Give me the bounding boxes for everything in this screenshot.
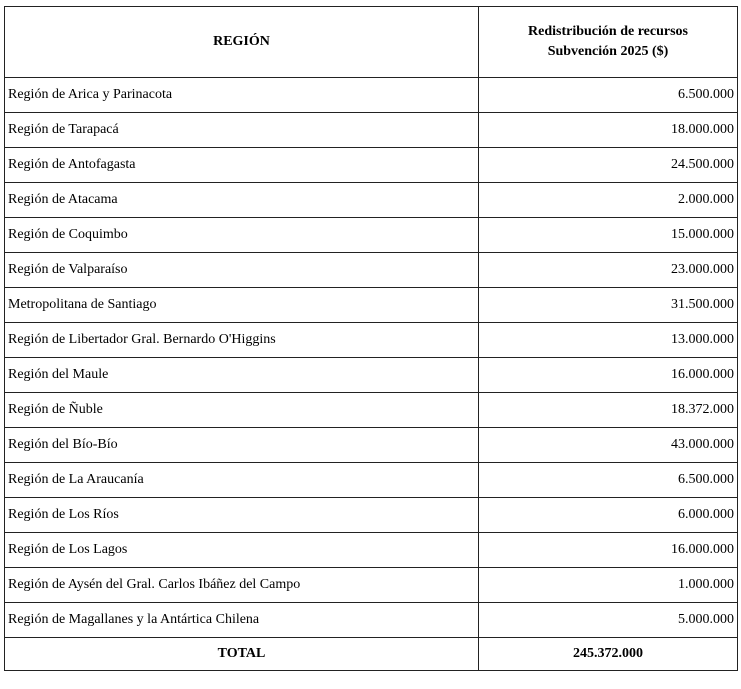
region-cell: Metropolitana de Santiago — [5, 288, 479, 323]
region-cell: Región de La Araucanía — [5, 463, 479, 498]
table-row — [5, 428, 738, 463]
region-cell: Región de Magallanes y la Antártica Chilena — [5, 603, 479, 638]
table-row — [5, 463, 738, 498]
table-row — [5, 533, 738, 568]
amount-cell: 2.000.000 — [479, 183, 738, 218]
table-row — [5, 78, 738, 113]
region-cell: Región de Valparaíso — [5, 253, 479, 288]
region-cell: Región del Maule — [5, 358, 479, 393]
region-cell: Región de Antofagasta — [5, 148, 479, 183]
amount-cell: 23.000.000 — [479, 253, 738, 288]
region-cell: Región de Ñuble — [5, 393, 479, 428]
region-cell: Región de Coquimbo — [5, 218, 479, 253]
table-row — [5, 323, 738, 358]
amount-cell: 1.000.000 — [479, 568, 738, 603]
region-header: REGIÓN — [5, 7, 479, 78]
table-row — [5, 603, 738, 638]
header-row — [5, 7, 738, 78]
amount-cell: 18.372.000 — [479, 393, 738, 428]
amount-cell: 16.000.000 — [479, 533, 738, 568]
region-cell: Región del Bío-Bío — [5, 428, 479, 463]
region-cell: Región de Los Lagos — [5, 533, 479, 568]
amount-cell: 6.500.000 — [479, 78, 738, 113]
region-cell: Región de Arica y Parinacota — [5, 78, 479, 113]
table-row — [5, 253, 738, 288]
table-row — [5, 148, 738, 183]
amount-cell: 15.000.000 — [479, 218, 738, 253]
total-row — [5, 638, 738, 671]
table-row — [5, 218, 738, 253]
allocation-table — [4, 6, 738, 671]
amount-cell: 16.000.000 — [479, 358, 738, 393]
table-row — [5, 358, 738, 393]
amount-cell: 24.500.000 — [479, 148, 738, 183]
region-cell: Región de Tarapacá — [5, 113, 479, 148]
table-row — [5, 498, 738, 533]
amount-cell: 43.000.000 — [479, 428, 738, 463]
amount-cell: 6.000.000 — [479, 498, 738, 533]
amount-cell: 6.500.000 — [479, 463, 738, 498]
table-row — [5, 113, 738, 148]
total-label: TOTAL — [5, 638, 479, 671]
table-row — [5, 568, 738, 603]
region-cell: Región de Libertador Gral. Bernardo O'Higgins — [5, 323, 479, 358]
total-amount: 245.372.000 — [479, 638, 738, 671]
amount-cell: 31.500.000 — [479, 288, 738, 323]
table-row — [5, 393, 738, 428]
region-cell: Región de Los Ríos — [5, 498, 479, 533]
amount-cell: 5.000.000 — [479, 603, 738, 638]
amount-header-line2: Subvención 2025 ($) — [547, 44, 669, 59]
amount-cell: 13.000.000 — [479, 323, 738, 358]
amount-header — [479, 7, 738, 78]
table-row — [5, 288, 738, 323]
region-cell: Región de Atacama — [5, 183, 479, 218]
region-cell: Región de Aysén del Gral. Carlos Ibáñez del Campo — [5, 568, 479, 603]
amount-cell: 18.000.000 — [479, 113, 738, 148]
amount-header-line1: Redistribución de recursos — [528, 24, 688, 39]
table-row — [5, 183, 738, 218]
